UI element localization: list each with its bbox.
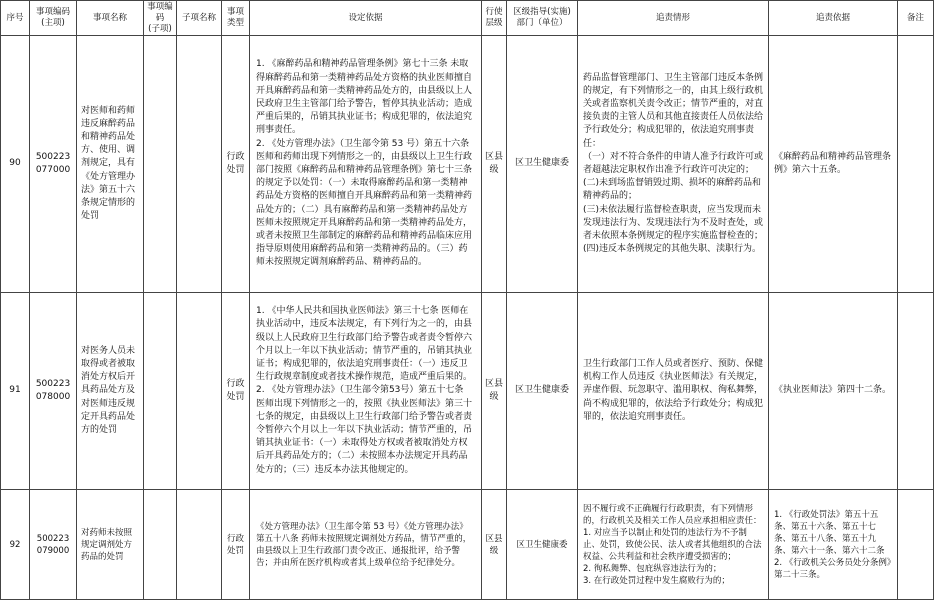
table-row (1, 36, 934, 293)
header-seq: 序号 (1, 1, 30, 36)
cell-item-code-main: 500223079000 (30, 490, 77, 600)
cell-accountability-cases: 卫生行政部门工作人员或者医疗、预防、保健机构工作人员违反《执业医师法》有关规定，弄虚作假、玩忽职守、滥用职权、徇私舞弊，尚不构成犯罪的，依法给予行政处分；构成犯罪的，依法追究刑事责任。 (578, 293, 769, 490)
cell-item-type: 行政处罚 (222, 293, 250, 490)
cell-item-type: 行政处罚 (222, 36, 250, 293)
cell-legal-basis: 1. 《麻醉药品和精神药品管理条例》第七十三条 未取得麻醉药品和第一类精神药品处方资格的执业医师擅自开具麻醉药品和第一类精神药品处方的，由县级以上人民政府卫生主管部门给予警告，暂停其执业活动；造成严重后果的，吊销其执业证书；构成犯罪的，依法追究刑事责任。 2. 《处方管理办法》（卫生部令第 53 号）第五十六条 医师和药师出现下列情形之一的，由县级以上卫生行政部门按照《麻醉药品和精神药品管理条例》第七十三条的规定予以处罚：（一）未取得麻醉药品和第一类精神药品处方资格的医师擅自开具麻醉药品和第一类精神药品处方的；（二）具有麻醉药品和第一类精神药品处方医师未按照规定开具麻醉药品和第一类精神药品处方，或者未按照卫生部制定的麻醉药品和精神药品临床应用指导原则使用麻醉药品和第一类精神药品的。（三）药师未按照规定调剂麻醉药品、精神药品的。 (250, 36, 482, 293)
cell-item-code-sub (144, 36, 177, 293)
header-remarks: 备注 (898, 1, 934, 36)
cell-legal-basis: 1. 《中华人民共和国执业医师法》第三十七条 医师在执业活动中，违反本法规定，有下列行为之一的，由县级以上人民政府卫生行政部门给予警告或者责令暂停六个月以上一年以下执业活动；情节严重的，吊销其执业证书；构成犯罪的，依法追究刑事责任：（一）违反卫生行政规章制度或者技术操作规范，造成严重后果的。 2. 《处方管理办法》（卫生部令第53号）第五十七条 医师出现下列情形之一的，按照《执业医师法》第三十七条的规定，由县级以上卫生行政部门给予警告或者责令暂停六个月以上一年以下执业活动；情节严重的，吊销其执业证书：（一）未取得处方权或者被取消处方权后开具药品处方的；（二）未按照本办法规定开具药品处方的；（三）违反本办法其他规定的。 (250, 293, 482, 490)
cell-remarks (898, 293, 934, 490)
header-sub-item-name: 子项名称 (177, 1, 222, 36)
cell-item-code-sub (144, 490, 177, 600)
cell-remarks (898, 490, 934, 600)
cell-sub-item-name (177, 293, 222, 490)
cell-item-code-main: 500223078000 (30, 293, 77, 490)
header-legal-basis: 设定依据 (250, 1, 482, 36)
cell-sub-item-name (177, 36, 222, 293)
cell-exercise-level: 区县级 (482, 36, 507, 293)
cell-sub-item-name (177, 490, 222, 600)
table-header-row (1, 1, 934, 36)
header-item-type: 事项 类型 (222, 1, 250, 36)
header-accountability-cases: 追责情形 (578, 1, 769, 36)
header-item-code-main: 事项编码 (主项) (30, 1, 77, 36)
header-department: 区级指导(实施) 部门（单位） (507, 1, 578, 36)
cell-accountability-basis: 1. 《行政处罚法》第五十五条、第五十六条、第五十七条、第五十八条、第五十九条、第六十一条、第六十二条 2. 《行政机关公务员处分条例》第二十三条。 (769, 490, 898, 600)
cell-seq: 92 (1, 490, 30, 600)
cell-legal-basis: 《处方管理办法》（卫生部令第 53 号）《处方管理办法》第五十八条 药师未按照规定调剂处方药品，情节严重的，由县级以上卫生行政部门责令改正、通报批评，给予警告；并由所在医疗机构或者其上级单位给予纪律处分。 (250, 490, 482, 600)
cell-item-name: 对医师和药师违反麻醉药品和精神药品处方、使用、调剂规定，具有《处方管理办法》第五十六条规定情形的处罚 (77, 36, 144, 293)
cell-accountability-basis: 《执业医师法》第四十二条。 (769, 293, 898, 490)
cell-accountability-basis: 《麻醉药品和精神药品管理条例》第六十五条。 (769, 36, 898, 293)
header-item-name: 事项名称 (77, 1, 144, 36)
cell-item-name: 对医务人员未取得或者被取消处方权后开具药品处方及对医师违反规定开具药品处方的处罚 (77, 293, 144, 490)
cell-department: 区卫生健康委 (507, 293, 578, 490)
cell-exercise-level: 区县级 (482, 490, 507, 600)
cell-remarks (898, 36, 934, 293)
cell-accountability-cases: 药品监督管理部门、卫生主管部门违反本条例的规定，有下列情形之一的，由其上级行政机关或者监察机关责令改正；情节严重的，对直接负责的主管人员和其他直接责任人员依法给予行政处分；构成犯罪的，依法追究刑事责任： （一）对不符合条件的申请人准予行政许可或者超越法定职权作出准予行政许可决定的； (二)未到场监督销毁过期、损坏的麻醉药品和精神药品的； (三)未依法履行监督检查职责，应当发现而未发现违法行为、发现违法行为不及时查处，或者未依照本条例规定的程序实施监督检查的； (四)违反本条例规定的其他失职、渎职行为。 (578, 36, 769, 293)
cell-accountability-cases: 因不履行或不正确履行行政职责，有下列情形的，行政机关及相关工作人员应承担相应责任： 1. 对应当予以制止和处罚的违法行为不予制止、处罚，致使公民、法人或者其他组织的合法权益、公共利益和社会秩序遭受损害的； 2. 徇私舞弊、包庇纵容违法行为的； 3. 在行政处罚过程中发生腐败行为的； (578, 490, 769, 600)
cell-department: 区卫生健康委 (507, 36, 578, 293)
table-row (1, 490, 934, 600)
table-row (1, 293, 934, 490)
cell-seq: 90 (1, 36, 30, 293)
cell-item-type: 行政处罚 (222, 490, 250, 600)
header-exercise-level: 行使 层级 (482, 1, 507, 36)
header-item-code-sub: 事项编码 (子项) (144, 1, 177, 36)
cell-department: 区卫生健康委 (507, 490, 578, 600)
cell-item-code-main: 500223077000 (30, 36, 77, 293)
cell-item-name: 对药师未按照规定调剂处方药品的处罚 (77, 490, 144, 600)
header-accountability-basis: 追责依据 (769, 1, 898, 36)
cell-item-code-sub (144, 293, 177, 490)
cell-exercise-level: 区县级 (482, 293, 507, 490)
cell-seq: 91 (1, 293, 30, 490)
